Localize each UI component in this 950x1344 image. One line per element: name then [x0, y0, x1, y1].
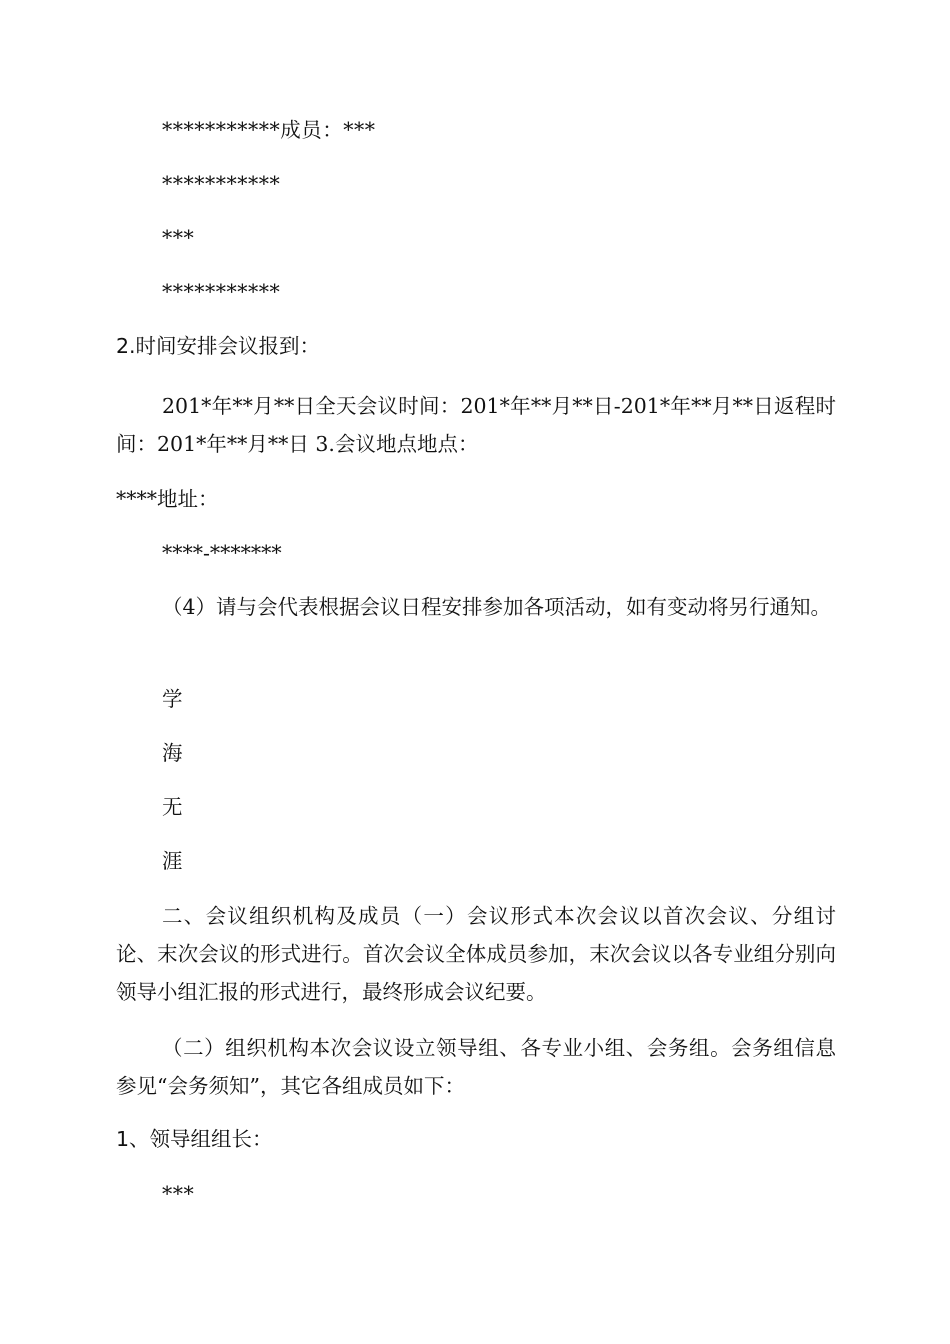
vertical-char: 涯 — [162, 849, 183, 873]
organization-paragraph: 二、会议组织机构及成员（一）会议形式本次会议以首次会议、分组讨论、末次会议的形式进行。首次会议全体成员参加，末次会议以各专业组分别向领导小组汇报的形式进行，最终形成会议纪要。 — [116, 904, 836, 1004]
time-heading — [116, 333, 320, 359]
vertical-char: 无 — [162, 795, 183, 819]
masked-line: *** — [162, 1182, 195, 1206]
leader-heading-text: 1、领导组组长： — [116, 1127, 273, 1151]
masked-line: *********** — [162, 172, 281, 196]
notice-paragraph: （4）请与会代表根据会议日程安排参加各项活动，如有变动将另行通知。 — [162, 595, 832, 619]
time-paragraph: 201*年**月**日全天会议时间：201*年**月**日-201*年**月**日返程时间：201*年**月**日 3.会议地点地点： — [116, 394, 836, 456]
vertical-char: 学 — [162, 687, 183, 711]
leader-heading — [116, 1126, 273, 1152]
members-line: ***********成员：*** — [162, 118, 376, 142]
phone-line: ****-******* — [162, 541, 282, 565]
masked-line: *** — [162, 226, 195, 250]
structure-paragraph: （二）组织机构本次会议设立领导组、各专业小组、会务组。会务组信息参见“会务须知”，其它各组成员如下： — [116, 1036, 836, 1098]
vertical-char: 海 — [162, 741, 183, 765]
time-heading-text: 2.时间安排会议报到： — [116, 334, 321, 358]
address-line: ****地址： — [116, 487, 219, 511]
masked-line: *********** — [162, 280, 281, 304]
